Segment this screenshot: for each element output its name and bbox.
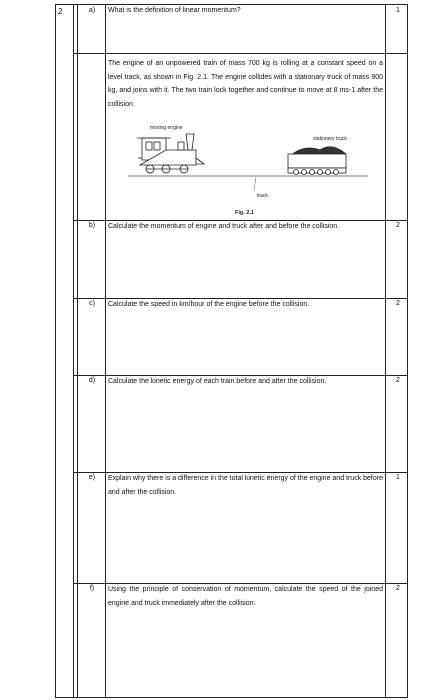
part-a-label: a): [88, 7, 96, 14]
label-track: track: [257, 193, 268, 199]
part-a-marks: 1: [396, 7, 400, 14]
part-c-label: c): [89, 300, 95, 307]
stationary-truck: [288, 147, 346, 175]
figure-caption: Fig. 2.1: [235, 210, 254, 216]
question-stem: The engine of an unpowered train of mass 700 kg is rolling at a constant speed on a level track, as shown in Fig. 2.1. The engine collides with a stationary truck of mass 900 kg, and joins with it. The two train lock together and continue to move at 8 ms-1 after the collision.: [108, 60, 383, 108]
part-b-marks: 2: [396, 222, 400, 229]
table-col-divider-3: [105, 4, 106, 698]
part-c-question: Calculate the speed in km/hour of the engine before the collision.: [108, 301, 310, 308]
part-e-question: Explain why there is a difference in the total kinetic energy of the engine and truck before and after the collision.: [108, 475, 383, 496]
part-f-marks: 2: [396, 585, 400, 592]
label-stationary-truck: stationary truck: [313, 136, 347, 142]
table-border-left: [55, 4, 56, 698]
part-c-marks: 2: [396, 300, 400, 307]
label-moving-engine: moving engine: [150, 125, 183, 131]
table-border-bottom: [55, 697, 408, 698]
moving-engine: [137, 134, 204, 173]
part-a-question: What is the definition of linear momentum?: [108, 7, 241, 14]
part-b-label: b): [88, 222, 96, 229]
question-number: 2: [58, 7, 63, 16]
part-b-question: Calculate the momentum of engine and truck after and before the collision.: [108, 223, 340, 230]
row-divider-a: [73, 53, 408, 54]
table-col-divider-4: [385, 4, 386, 698]
part-f-question: Using the principle of conservation of momentum, calculate the speed of the joined engine and truck immediately after the collision.: [108, 586, 383, 607]
train-figure: [106, 120, 386, 220]
part-d-marks: 2: [396, 377, 400, 384]
table-border-right: [407, 4, 408, 698]
part-e-marks: 1: [396, 474, 400, 481]
part-d-question: Calculate the kinetic energy of each train before and after the collision.: [108, 378, 327, 385]
table-col-divider-2: [77, 4, 78, 698]
table-col-divider-1: [73, 4, 74, 698]
part-e-label: e): [88, 474, 96, 481]
part-d-label: d): [88, 377, 96, 384]
part-f-label: f): [89, 585, 95, 592]
